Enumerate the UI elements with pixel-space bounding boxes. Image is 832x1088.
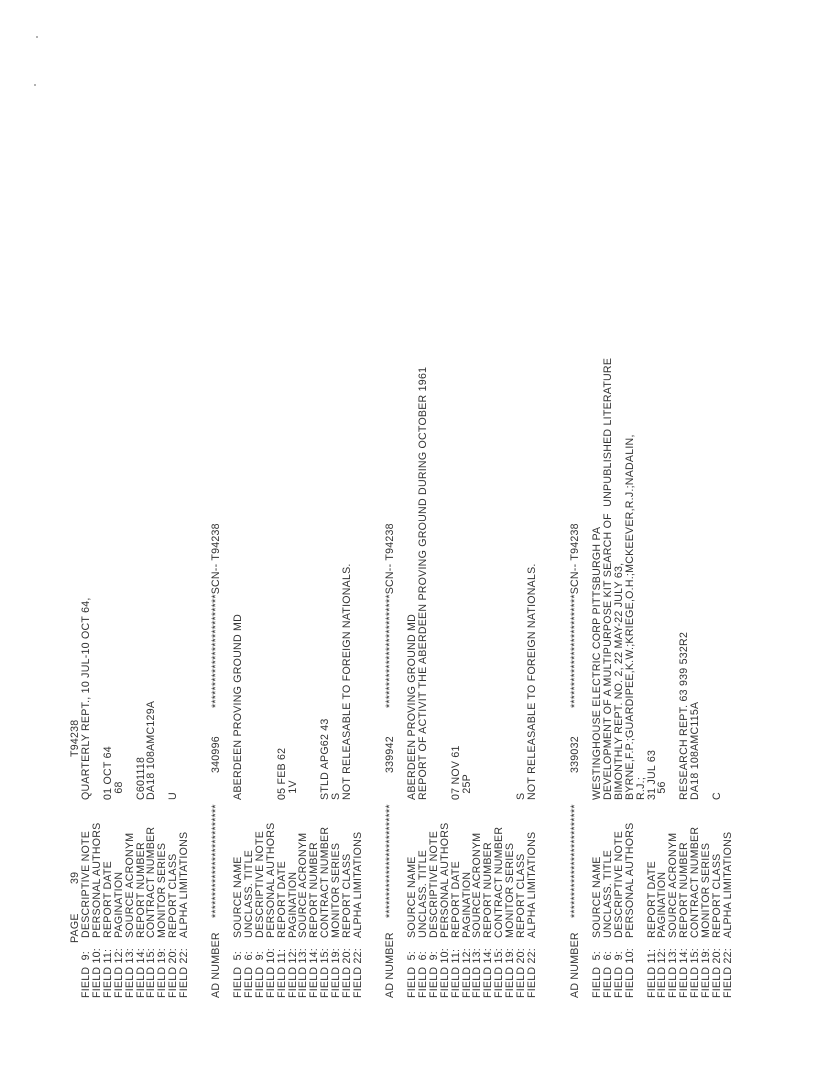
field-label: FIELD 15: [493, 948, 506, 998]
field-label: FIELD 15: [689, 948, 702, 998]
field-value: 05 FEB 62 [275, 747, 288, 800]
field-value: WESTINGHOUSE ELECTRIC CORP PITTSBURGH PA [591, 526, 603, 800]
field-row [103, 38, 114, 998]
field-label: FIELD 12: [460, 948, 473, 998]
field-name: REPORT NUMBER [678, 842, 691, 938]
field-label: FIELD 13: [471, 948, 484, 998]
scn-marker: **************************SCN-- T94238 [210, 523, 222, 708]
field-value: QUARTERLY REPT., 10 JUL-10 OCT 64, [80, 597, 92, 800]
field-row [125, 38, 136, 998]
field-label: FIELD 10: [264, 948, 277, 998]
field-name: REPORT NUMBER [482, 842, 495, 938]
field-label: FIELD 14: [308, 948, 321, 998]
field-name: REPORT DATE [645, 861, 658, 938]
ad-number-label: AD NUMBER [569, 932, 581, 998]
field-label: FIELD 11: [645, 948, 658, 998]
field-value: 01 OCT 64 [101, 746, 114, 800]
field-value: 31 JUL 63 [645, 749, 658, 800]
field-name: REPORT NUMBER [308, 842, 321, 938]
scn-marker: **************************SCN-- T94238 [569, 523, 581, 708]
ad-number: 339032 [569, 736, 581, 773]
field-label: FIELD 19: [504, 948, 517, 998]
field-name: PAGINATION [656, 871, 669, 938]
field-name: REPORT CLASS [341, 853, 353, 938]
field-value: 25P [460, 774, 473, 800]
field-row [647, 38, 658, 998]
field-name: SOURCE NAME [232, 856, 244, 938]
field-name: CONTRACT NUMBER [145, 826, 158, 938]
field-value: DEVELOPMENT OF A MULTIPURPOSE KIT SEARCH OF UNPUBLISHED LITERATURE [601, 357, 614, 800]
field-name: CONTRACT NUMBER [319, 826, 332, 938]
field-label: FIELD 14: [134, 948, 147, 998]
field-label: FIELD 19: [156, 948, 169, 998]
field-label: FIELD 9: [427, 951, 440, 998]
field-name: SOURCE ACRONYM [297, 832, 310, 938]
field-name: PERSONAL AUTHORS [623, 822, 636, 938]
field-row [636, 38, 647, 998]
field-value: ABERDEEN PROVING GROUND MD [232, 613, 244, 800]
field-row [92, 38, 103, 998]
field-row [277, 38, 288, 998]
field-row [625, 38, 636, 998]
field-label: FIELD 15: [319, 948, 332, 998]
field-label: FIELD 19: [700, 948, 712, 998]
separator-stars: ************************** [384, 804, 396, 918]
field-row [179, 38, 190, 998]
field-row [723, 38, 734, 998]
field-name: SOURCE NAME [591, 856, 603, 938]
field-name: DESCRIPTIVE NOTE [612, 830, 625, 938]
field-name: REPORT CLASS [167, 853, 180, 938]
ad-number-label: AD NUMBER [384, 932, 396, 998]
field-name: ALPHA LIMITATIONS [721, 831, 734, 938]
field-value: S [515, 792, 527, 800]
field-name: SOURCE ACRONYM [667, 832, 680, 938]
field-value: C [710, 792, 723, 800]
field-value: 1V [286, 780, 299, 800]
field-name: ALPHA LIMITATIONS [178, 831, 191, 938]
field-name: UNCLASS. TITLE [601, 849, 614, 938]
field-name: REPORT CLASS [515, 853, 527, 938]
field-label: FIELD 22: [178, 948, 191, 998]
field-label: FIELD 9: [253, 951, 266, 998]
page-label: PAGE [69, 913, 81, 943]
field-value: C601118 [134, 756, 147, 800]
field-name: PERSONAL AUTHORS [90, 822, 103, 938]
field-value: REPORT OF ACTIVIT THE ABERDEEN PROVING GROUND DURING OCTOBER 1961 [416, 366, 429, 800]
field-name: UNCLASS. TITLE [416, 849, 429, 938]
field-value: 56 [656, 781, 669, 800]
field-value: DA18 108AMC129A [145, 700, 158, 800]
ad-number-label: AD NUMBER [210, 932, 222, 998]
field-name: SOURCE NAME [406, 856, 418, 938]
field-label: FIELD 10: [623, 948, 636, 998]
field-value: 68 [112, 781, 125, 800]
field-label: FIELD 9: [80, 951, 92, 998]
field-value: R.J.; [634, 776, 647, 800]
field-label: FIELD 22: [721, 948, 734, 998]
field-value: STLD APG62 43 [319, 718, 332, 800]
field-label: FIELD 14: [678, 948, 691, 998]
field-value: DA18 108AMC115A [689, 701, 702, 800]
field-label: FIELD 13: [123, 948, 136, 998]
field-name: PAGINATION [112, 871, 125, 938]
separator-stars: ************************** [210, 804, 222, 918]
field-name: MONITOR SERIES [504, 842, 517, 938]
field-name: REPORT DATE [449, 861, 462, 938]
field-name: ALPHA LIMITATIONS [351, 831, 364, 938]
field-name: DESCRIPTIVE NOTE [427, 830, 440, 938]
field-name: SOURCE ACRONYM [471, 832, 484, 938]
report-id: T94238 [69, 719, 81, 757]
field-row [527, 38, 538, 998]
field-value: 07 NOV 61 [449, 745, 462, 800]
field-row [353, 38, 364, 998]
ad-number: 340996 [210, 736, 222, 773]
field-name: PAGINATION [286, 871, 299, 938]
field-name: DESCRIPTIVE NOTE [80, 830, 92, 938]
field-value: BIMONTHLY REPT. NO. 2, 22 MAY-22 JULY 63, [612, 562, 625, 800]
scan-speck [34, 84, 36, 86]
field-label: FIELD 20: [341, 948, 353, 998]
scn-marker: **************************SCN-- T94238 [384, 523, 396, 708]
field-label: FIELD 13: [297, 948, 310, 998]
field-name: ALPHA LIMITATIONS [525, 831, 538, 938]
field-label: FIELD 9: [612, 951, 625, 998]
field-value: NOT RELEASABLE TO FOREIGN NATIONALS. [525, 563, 538, 800]
field-value: BYRNE,F.P.;GUARDIPEE,K.W.;KRIEGE,O.H.;MCKEEVER,R.J.;NADALIN, [623, 434, 636, 800]
field-name: PAGINATION [460, 871, 473, 938]
field-label: FIELD 19: [330, 948, 343, 998]
field-row [266, 38, 277, 998]
field-label: FIELD 10: [90, 948, 103, 998]
field-label: FIELD 6: [416, 951, 429, 998]
field-label: FIELD 5: [591, 951, 603, 998]
field-name: REPORT DATE [101, 861, 114, 938]
field-label: FIELD 12: [286, 948, 299, 998]
field-row [451, 38, 462, 998]
field-label: FIELD 20: [515, 948, 527, 998]
field-label: FIELD 11: [101, 948, 114, 998]
field-label: FIELD 5: [406, 951, 418, 998]
field-name: DESCRIPTIVE NOTE [253, 830, 266, 938]
field-name: REPORT DATE [275, 861, 288, 938]
field-name: CONTRACT NUMBER [493, 826, 506, 938]
field-name: UNCLASS. TITLE [242, 849, 255, 938]
page-number: 39 [69, 871, 81, 884]
field-row [440, 38, 451, 998]
field-label: FIELD 6: [601, 951, 614, 998]
field-name: SOURCE ACRONYM [123, 832, 136, 938]
field-label: FIELD 22: [351, 948, 364, 998]
field-row [114, 38, 125, 998]
field-name: CONTRACT NUMBER [689, 826, 702, 938]
field-label: FIELD 15: [145, 948, 158, 998]
field-name: MONITOR SERIES [156, 842, 169, 938]
field-name: REPORT CLASS [710, 853, 723, 938]
field-name: MONITOR SERIES [330, 842, 343, 938]
scan-speck [36, 36, 38, 38]
field-name: PERSONAL AUTHORS [264, 822, 277, 938]
field-label: FIELD 11: [275, 948, 288, 998]
field-label: FIELD 14: [482, 948, 495, 998]
field-label: FIELD 22: [525, 948, 538, 998]
field-value: RESEARCH REPT. 63 939 532R2 [678, 631, 691, 800]
field-name: MONITOR SERIES [700, 842, 712, 938]
field-value: S [330, 792, 343, 800]
field-label: FIELD 20: [167, 948, 180, 998]
field-label: FIELD 20: [710, 948, 723, 998]
ad-number: 339942 [384, 736, 396, 773]
field-value: NOT RELEASABLE TO FOREIGN NATIONALS. [341, 563, 353, 800]
field-label: FIELD 10: [438, 948, 451, 998]
field-label: FIELD 5: [232, 951, 244, 998]
field-label: FIELD 12: [656, 948, 669, 998]
field-label: FIELD 12: [112, 948, 125, 998]
field-label: FIELD 6: [242, 951, 255, 998]
field-name: REPORT NUMBER [134, 842, 147, 938]
field-name: PERSONAL AUTHORS [438, 822, 451, 938]
field-label: FIELD 13: [667, 948, 680, 998]
separator-stars: ************************** [569, 804, 581, 918]
field-value: U [167, 792, 180, 800]
field-value: ABERDEEN PROVING GROUND MD [406, 613, 418, 800]
field-label: FIELD 11: [449, 948, 462, 998]
